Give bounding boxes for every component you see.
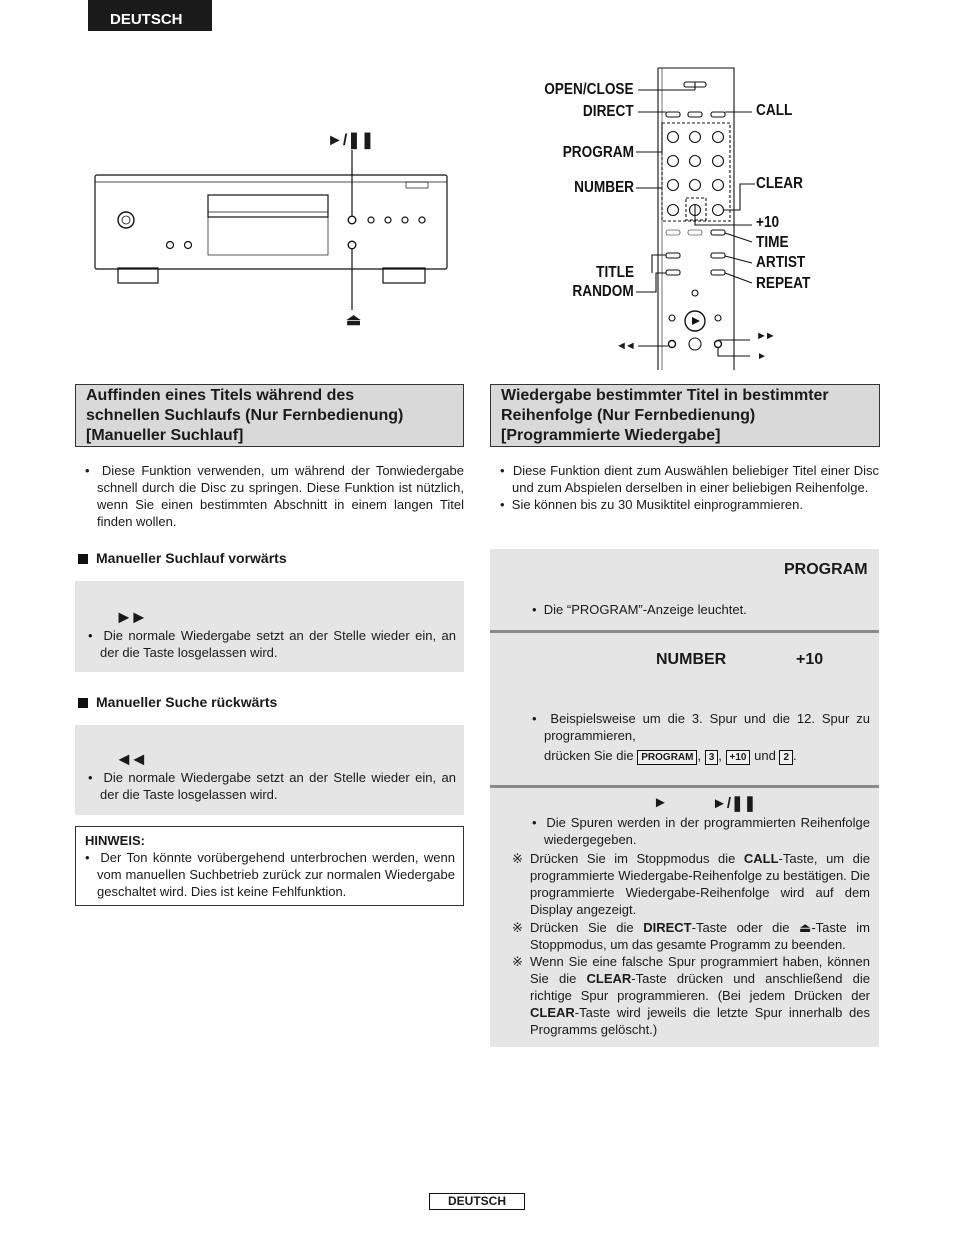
key-2: 2 xyxy=(779,750,793,765)
step1-program-button: PROGRAM xyxy=(784,561,868,578)
forward-search-title: Manueller Suchlauf vorwärts xyxy=(78,550,287,566)
hinweis-title: HINWEIS: xyxy=(85,833,145,848)
note-direct: ※ Drücken Sie die DIRECT-Taste oder die ⏏-Taste im Stoppmodus, um das gesamte Programm zu beenden. xyxy=(512,920,870,952)
fast-forward-symbol: ►► xyxy=(756,330,774,342)
key-3: 3 xyxy=(705,750,719,765)
step-divider-2 xyxy=(490,785,879,788)
backward-search-note: • Die normale Wiedergabe setzt an der Stelle wieder ein, an der die Taste losgelassen wird. xyxy=(88,769,456,803)
cd-player-illustration xyxy=(88,120,458,340)
step2-note: • Beispielsweise um die 3. Spur und die 12. Spur zu programmieren, xyxy=(532,710,870,744)
step-divider-1 xyxy=(490,630,879,633)
hinweis-text: • Der Ton könnte vorübergehend unterbrochen werden, wenn vom manuellen Suchbetrieb zurück zur normalen Wiedergabe geschaltet wird. Dies ist keine Fehlfunktion. xyxy=(85,849,455,900)
step1-note: • Die “PROGRAM”-Anzeige leuchtet. xyxy=(532,601,872,618)
fast-forward-button-glyph: ►► xyxy=(115,607,145,627)
callout-time: TIME xyxy=(756,234,789,251)
play-symbol: ► xyxy=(757,351,767,362)
step2-number-button: NUMBER xyxy=(656,651,727,668)
footer-language-tag: DEUTSCH xyxy=(429,1193,525,1210)
callout-call: CALL xyxy=(756,102,793,119)
callout-plus10: +10 xyxy=(756,214,780,231)
forward-search-note: • Die normale Wiedergabe setzt an der Stelle wieder ein, an der die Taste losgelassen wird. xyxy=(88,627,456,661)
callout-title: TITLE xyxy=(596,264,634,281)
manual-search-heading: Auffinden eines Titels während des schnellen Suchlaufs (Nur Fernbedienung) [Manueller Suchlauf] xyxy=(75,384,464,447)
step3-play-button: ► xyxy=(653,794,668,811)
eject-label: ⏏ xyxy=(346,312,362,329)
backward-search-title: Manueller Suche rückwärts xyxy=(78,694,277,710)
callout-repeat: REPEAT xyxy=(756,275,811,292)
program-play-intro: • Diese Funktion dient zum Auswählen beliebiger Titel einer Disc und zum Abspielen derselben in einer beliebigen Reihenfolge. • Sie können bis zu 30 Musiktitel einprogrammieren. xyxy=(500,462,879,513)
note-clear: ※ Wenn Sie eine falsche Spur programmiert haben, können Sie die CLEAR-Taste drücken und anschließend die richtige Spur programmieren. (Bei jedem Drücken der CLEAR-Taste wird jeweils die letzte Spur innerhalb des Programms gelöscht.) xyxy=(512,954,870,1037)
callout-artist: ARTIST xyxy=(756,254,806,271)
callout-number: NUMBER xyxy=(574,179,634,196)
callout-random: RANDOM xyxy=(572,283,634,300)
key-program: PROGRAM xyxy=(637,750,697,765)
note-call: ※ Drücken Sie im Stoppmodus die CALL-Taste, um die programmierte Wiedergabe-Reihenfolge zu bestätigen. Die programmierte Wiedergabe-Reihenfolge wird auf dem Display angezeigt. xyxy=(512,851,870,917)
step2-example: drücken Sie die PROGRAM , 3 , +10 und 2 . xyxy=(544,748,797,763)
step3-play-pause-button: ►/❚❚ xyxy=(712,795,757,812)
callout-clear: CLEAR xyxy=(756,175,803,192)
hinweis-box xyxy=(75,826,464,906)
step2-plus10-button: +10 xyxy=(796,651,824,668)
rewind-symbol: ◄◄ xyxy=(616,340,634,352)
step3-note: • Die Spuren werden in der programmierten Reihenfolge wiedergegeben. xyxy=(532,814,870,848)
language-tab: DEUTSCH xyxy=(88,0,212,31)
program-play-heading: Wiedergabe bestimmter Titel in bestimmter Reihenfolge (Nur Fernbedienung) [Programmierte Wiedergabe] xyxy=(490,384,880,447)
callout-open-close: OPEN/CLOSE xyxy=(544,81,634,98)
callout-direct: DIRECT xyxy=(583,103,634,120)
manual-search-intro: • Diese Funktion verwenden, um während der Tonwiedergabe schnell durch die Disc zu springen. Diese Funktion ist nützlich, wenn Sie einen bestimmten Abschnitt in einem langen Titel finden wollen. xyxy=(85,462,464,530)
key-plus10: +10 xyxy=(726,750,751,765)
callout-program: PROGRAM xyxy=(562,144,634,161)
play-pause-label: ►/❚❚ xyxy=(327,132,375,149)
rewind-button-glyph: ◄◄ xyxy=(115,749,145,769)
